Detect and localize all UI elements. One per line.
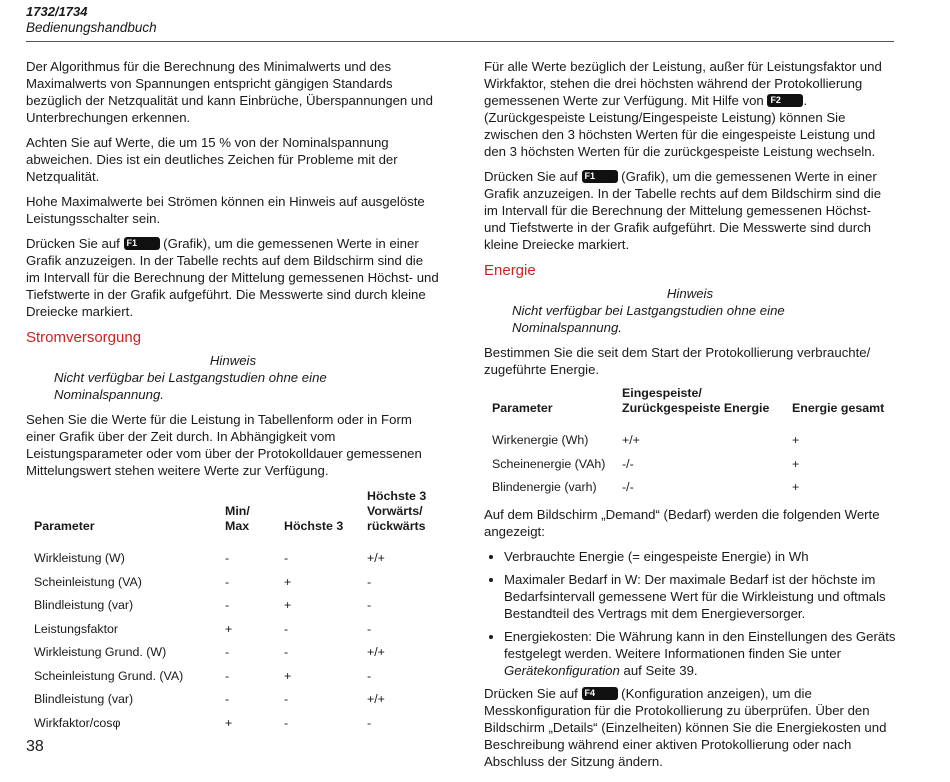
note-energy bbox=[512, 285, 896, 336]
power-parameter-table bbox=[34, 489, 426, 735]
table-row: Blindleistung (var) - - +/+ bbox=[34, 692, 385, 707]
left-column bbox=[26, 58, 440, 735]
f1-key: F1 bbox=[124, 237, 160, 250]
header-manual-title: Bedienungshandbuch bbox=[26, 20, 157, 35]
list-item: • Energiekosten: Die Währung kann in den Einstellungen des Geräts festgelegt werden. Weitere Informationen finden Sie unter Gerätekonfiguration auf Seite 39. bbox=[504, 628, 896, 679]
header-total-energy: Energie gesamt bbox=[792, 401, 885, 415]
paragraph-energy-intro: Bestimmen Sie die seit dem Start der Protokollierung verbrauchte/ zugeführte Energie. bbox=[484, 345, 871, 377]
note-power bbox=[54, 352, 440, 403]
note-text: Nicht verfügbar bei Lastgangstudien ohne eine Nominalspannung. bbox=[512, 303, 785, 335]
demand-bullet-list bbox=[484, 548, 896, 679]
table-row: Scheinleistung (VA) - + - bbox=[34, 574, 372, 589]
graph-text-b: (Grafik), um die gemessenen Werte in einer Grafik anzuzeigen. In der Tabelle rechts auf dem Bildschirm sind die im Intervall für die Berechnung der Mittelung gemessenen Höchst- und Tiefstwerte in der Grafik aufgeführt. Die Messwerte sind durch kleine Dreiecke markiert. bbox=[26, 236, 439, 319]
table-row: Wirkfaktor/cosφ + - - bbox=[34, 715, 372, 730]
f1-key: F1 bbox=[582, 170, 618, 183]
table-row: Wirkenergie (Wh) +/+ + bbox=[492, 433, 800, 448]
note-title: Hinweis bbox=[209, 353, 257, 368]
paragraph-demand-screen: Auf dem Bildschirm „Demand“ (Bedarf) werden die folgenden Werte angezeigt: bbox=[484, 506, 880, 539]
header-fed-returned-energy: Eingespeiste/ Zurückgespeiste Energie bbox=[622, 386, 770, 415]
f2-key: F2 bbox=[767, 94, 803, 107]
header-highest-3: Höchste 3 bbox=[284, 519, 344, 533]
note-text: Nicht verfügbar bei Lastgangstudien ohne eine Nominalspannung. bbox=[54, 370, 327, 402]
paragraph-show-config: Drücken Sie auf F4 (Konfiguration anzeigen), um die Messkonfiguration für die Protokollierung zu überprüfen. Über den Bildschirm „Details“ (Einzelheiten) können Sie die Energiekosten und Beschreibung während einer aktiven Protokollierung oder nach Abschluss der Sitzung ändern. bbox=[484, 685, 887, 769]
page-header bbox=[26, 4, 894, 42]
header-highest-3-forward-reverse: Höchste 3 Vorwärts/ rückwärts bbox=[367, 489, 427, 533]
list-item: • Maximaler Bedarf in W: Der maximale Bedarf ist der höchste im Bedarfsintervall gemessene Wert für die Wirkleistung und oftmals Bestandteil des Vertrags mit dem Energieversorger. bbox=[504, 571, 896, 622]
table-row: Wirkleistung Grund. (W) - - +/+ bbox=[34, 645, 385, 660]
table-header-row bbox=[34, 489, 426, 541]
link-device-configuration[interactable]: Gerätekonfiguration bbox=[504, 662, 620, 678]
paragraph-deviation: Achten Sie auf Werte, die um 15 % von der Nominalspannung abweichen. Dies ist ein deutliches Zeichen für Probleme mit der Netzqualität. bbox=[26, 135, 398, 184]
energy-table bbox=[492, 386, 884, 500]
note-title: Hinweis bbox=[666, 286, 714, 301]
page-number: 38 bbox=[26, 738, 44, 755]
list-item: • Verbrauchte Energie (= eingespeiste Energie) in Wh bbox=[504, 548, 896, 565]
table-row: Leistungsfaktor + - - bbox=[34, 621, 372, 636]
paragraph-power-values: Sehen Sie die Werte für die Leistung in Tabellenform oder in Form einer Grafik über der Zeit durch. In Abhängigkeit vom Leistungsparameter oder vom über der Protokolldauer gemessenen Mittelungswert stehen weitere Werte zur Verfügung. bbox=[26, 412, 422, 478]
table-row: Wirkleistung (W) - - +/+ bbox=[34, 551, 385, 566]
graph-text-a: Drücken Sie auf bbox=[26, 236, 120, 251]
f4-key: F4 bbox=[582, 687, 618, 700]
right-column bbox=[484, 58, 896, 778]
table-header-row bbox=[492, 386, 884, 423]
header-parameter: Parameter bbox=[492, 401, 553, 415]
paragraph-algorithm: Der Algorithmus für die Berechnung des Minimalwerts und des Maximalwerts von Spannungen entspricht gängigen Standards bezüglich der Netzqualität und kann Einbrüche, Überspannungen und Unterbrechungen erkennen. bbox=[26, 59, 433, 125]
table-row: Blindenergie (varh) -/- + bbox=[492, 480, 800, 495]
header-min-max: Min/ Max bbox=[225, 504, 250, 533]
paragraph-graph-left bbox=[26, 235, 440, 320]
section-heading-power: Stromversorgung bbox=[26, 329, 142, 346]
section-heading-energy: Energie bbox=[484, 262, 536, 279]
table-row: Blindleistung (var) - + - bbox=[34, 598, 372, 613]
header-model: 1732/1734 bbox=[26, 4, 88, 19]
paragraph-breaker: Hohe Maximalwerte bei Strömen können ein Hinweis auf ausgelöste Leistungsschalter sein. bbox=[26, 194, 425, 226]
paragraph-highest-values: Für alle Werte bezüglich der Leistung, außer für Leistungsfaktor und Wirkfaktor, stehen die drei höchsten während der Protokollierung gemessenen Werte zur Verfügung. Mit Hilfe von F2 . (Zurückgespeiste Leistung/Eingespeiste Leistung) können Sie zwischen den 3 höchsten Werten für die eingespeiste Leistung und den 3 höchsten Werten für die zurückgespeiste Leistung wechseln. bbox=[484, 59, 882, 159]
paragraph-graph-right: Drücken Sie auf F1 (Grafik), um die gemessenen Werte in einer Grafik anzuzeigen. In der Tabelle rechts auf dem Bildschirm sind die im Intervall für die Berechnung der Mittelung gemessenen Höchst- und Tiefstwerte in der Grafik aufgeführt. Die Messwerte sind durch kleine Dreiecke markiert. bbox=[484, 169, 882, 252]
header-parameter: Parameter bbox=[34, 519, 95, 533]
table-row: Scheinleistung Grund. (VA) - + - bbox=[34, 668, 372, 683]
table-row: Scheinenergie (VAh) -/- + bbox=[492, 456, 800, 471]
